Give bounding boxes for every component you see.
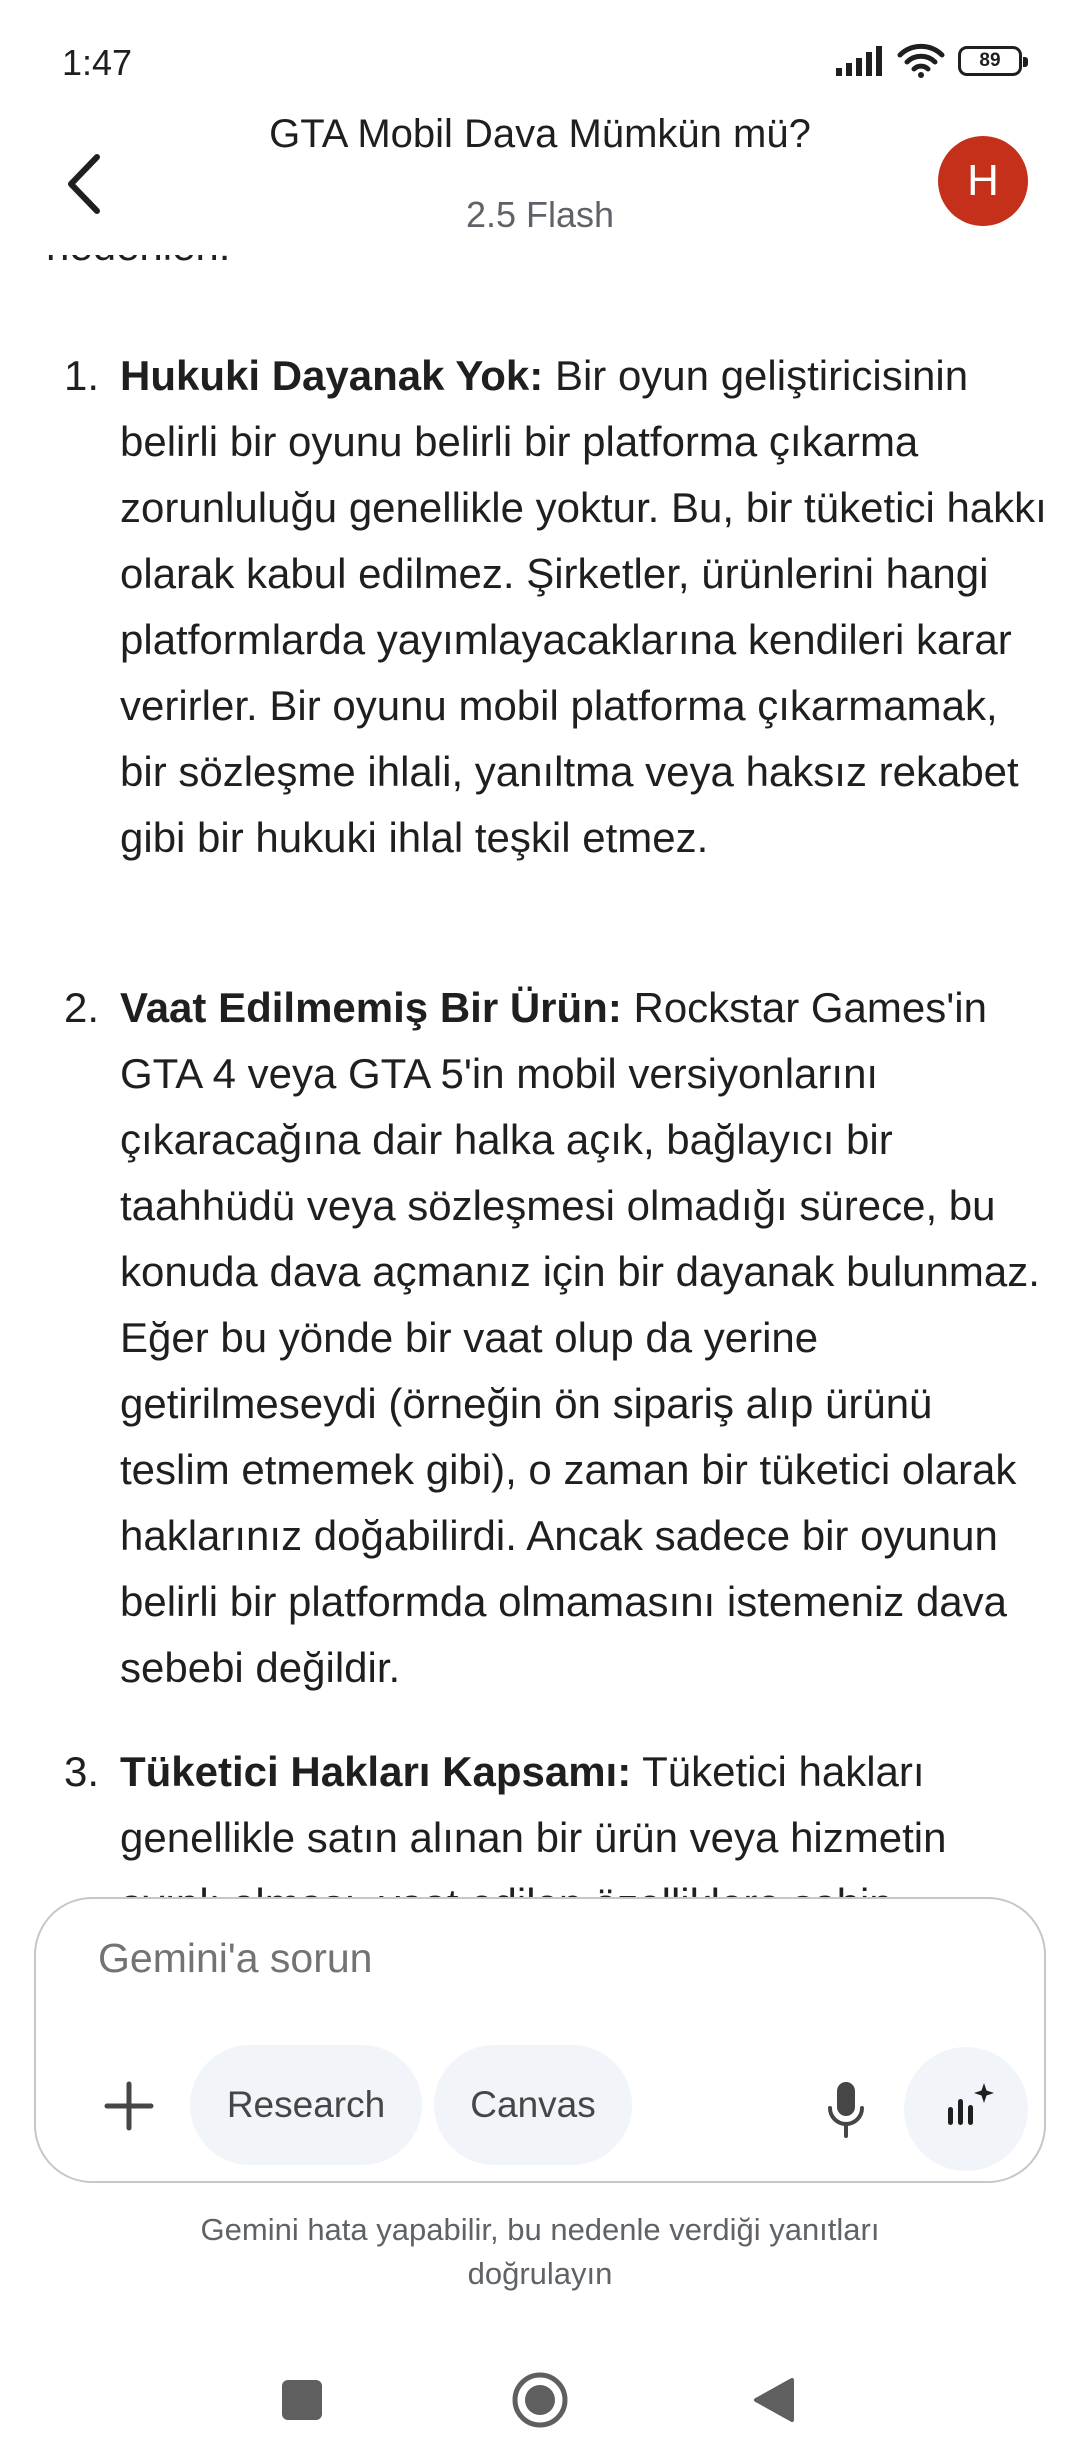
avatar[interactable]: H xyxy=(938,136,1028,226)
microphone-icon xyxy=(826,2080,866,2140)
list-number: 2. xyxy=(64,984,100,1031)
prompt-input[interactable] xyxy=(98,1935,798,1982)
list-item-body: Rockstar Games'in GTA 4 veya GTA 5'in mobil versiyonlarını çıkaracağına dair halka açık, bağlayıcı bir taahhüdü veya sözleşmesi olmadığı sürece, bu konuda dava açmanız için bir dayanak bulunmaz. Eğer bu yönde bir vaat olup da yerine getirilmeseydi (örneğin ön sipariş alıp ürünü teslim etmemek gibi), o zaman bir tüketici olarak haklarınız doğabilirdi. Ancak sadece bir oyunun belirli bir platformda olmamasını istemeniz dava sebebi değildir. xyxy=(120,984,1040,1691)
chat-header xyxy=(0,100,1080,255)
status-time: 1:47 xyxy=(62,42,133,83)
model-selector[interactable]: 2.5 Flash xyxy=(465,194,615,235)
chat-title[interactable]: GTA Mobil Dava Mümkün mü? xyxy=(269,112,811,156)
wifi-icon xyxy=(898,44,944,78)
list-item-heading: Hukuki Dayanak Yok: xyxy=(120,352,544,399)
list-number: 1. xyxy=(64,352,100,399)
research-chip[interactable]: Research xyxy=(190,2045,422,2165)
back-nav-button[interactable] xyxy=(752,2376,796,2424)
microphone-button[interactable] xyxy=(806,2065,886,2155)
gemini-live-icon xyxy=(934,2077,998,2141)
disclaimer: Gemini hata yapabilir, bu nedenle verdiği yanıtları doğrulayın xyxy=(200,2212,880,2291)
home-button[interactable] xyxy=(510,2370,570,2430)
signal-icon xyxy=(836,46,884,76)
response-content xyxy=(0,255,1080,1895)
add-attachment-button[interactable] xyxy=(84,2061,174,2151)
list-item-heading: Tüketici Hakları Kapsamı: xyxy=(120,1748,632,1795)
list-item-body: Tüketici hakları genellikle satın alınan bir ürün veya hizmetin xyxy=(120,1748,947,1861)
list-item-heading: Vaat Edilmemiş Bir Ürün: xyxy=(120,984,622,1031)
list-item-body: Bir oyun geliştiricisinin belirli bir oyunu belirli bir platforma çıkarma zorunluluğu genellikle yoktur. Bu, bir tüketici hakkı olarak kabul edilmez. Şirketler, ürünlerini hangi platformlarda yayımlayacaklarına kendileri karar verirler. Bir oyunu mobil platforma çıkarmamak, bir sözleşme ihlali, yanıltma veya haksız rekabet gibi bir hukuki ihlal teşkil etmez. xyxy=(120,352,1047,861)
list-item-text xyxy=(120,975,1050,1701)
recents-button[interactable] xyxy=(282,2380,322,2420)
plus-icon xyxy=(103,2080,155,2132)
list-number: 3. xyxy=(64,1748,100,1795)
gemini-live-button[interactable] xyxy=(904,2047,1028,2171)
list-item-text xyxy=(120,343,1050,871)
prompt-composer xyxy=(34,1897,1046,2183)
status-icons xyxy=(836,44,1022,78)
canvas-chip[interactable]: Canvas xyxy=(434,2045,632,2165)
battery-indicator: 89 xyxy=(958,46,1022,76)
system-nav-bar xyxy=(0,2340,1080,2460)
